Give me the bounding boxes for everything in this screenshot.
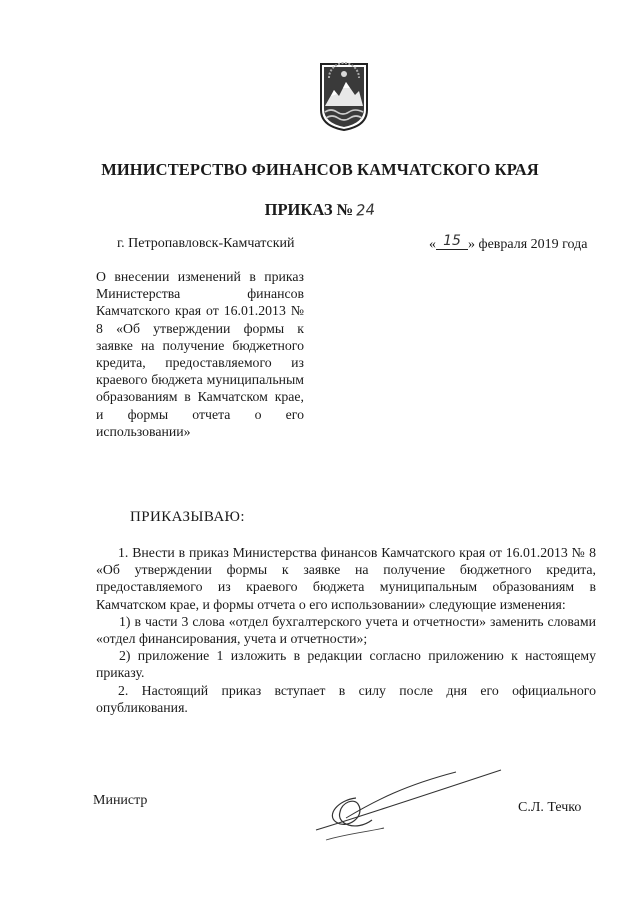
paragraph-2: 2. Настоящий приказ вступает в силу после дня его официального опубликования. (96, 682, 596, 715)
order-title: ПРИКАЗ № (264, 200, 354, 219)
paragraph-1: 1. Внести в приказ Министерства финансов Камчатского края от 16.01.2013 № 8 «Об утверждении формы к заявке на получение бюджетного кредита, предоставляемого из краевого бюджета муниципальным образованиям в Камчатском крае, и формы отчета о его использовании» следующие изменения: (96, 545, 596, 612)
order-directive-word: ПРИКАЗЫВАЮ: (130, 509, 245, 525)
order-number: 24 (355, 200, 376, 220)
subparagraph-2: 2) приложение 1 изложить в редакции согласно приложению к настоящему приказу. (96, 648, 596, 681)
order-heading (0, 200, 640, 220)
kamchatka-coat-of-arms-icon (319, 62, 369, 132)
order-body (96, 544, 596, 716)
ministry-heading: МИНИСТЕРСТВО ФИНАНСОВ КАМЧАТСКОГО КРАЯ (101, 160, 539, 179)
subparagraph-1: 1) в части 3 слова «отдел бухгалтерского учета и отчетности» заменить словами «отдел финансирования, учета и отчетности»; (96, 613, 596, 647)
date-rest: » февраля 2019 года (468, 237, 588, 252)
date-open-quote: « (429, 237, 436, 252)
signatory-title: Министр (93, 793, 148, 808)
order-date (429, 233, 588, 253)
date-day: 15 (436, 233, 468, 250)
place-of-issue: г. Петропавловск-Камчатский (117, 236, 295, 251)
order-subject: О внесении изменений в приказ Министерства финансов Камчатского края от 16.01.2013 № 8 «Об утверждении формы к заявке на получение бюджетного кредита, предоставляемого из краевого бюджета муниципальным образованиям в Камчатском крае, и формы отчета о его использовании» (96, 269, 304, 439)
handwritten-signature (296, 760, 506, 850)
signatory-name: С.Л. Течко (518, 800, 582, 815)
